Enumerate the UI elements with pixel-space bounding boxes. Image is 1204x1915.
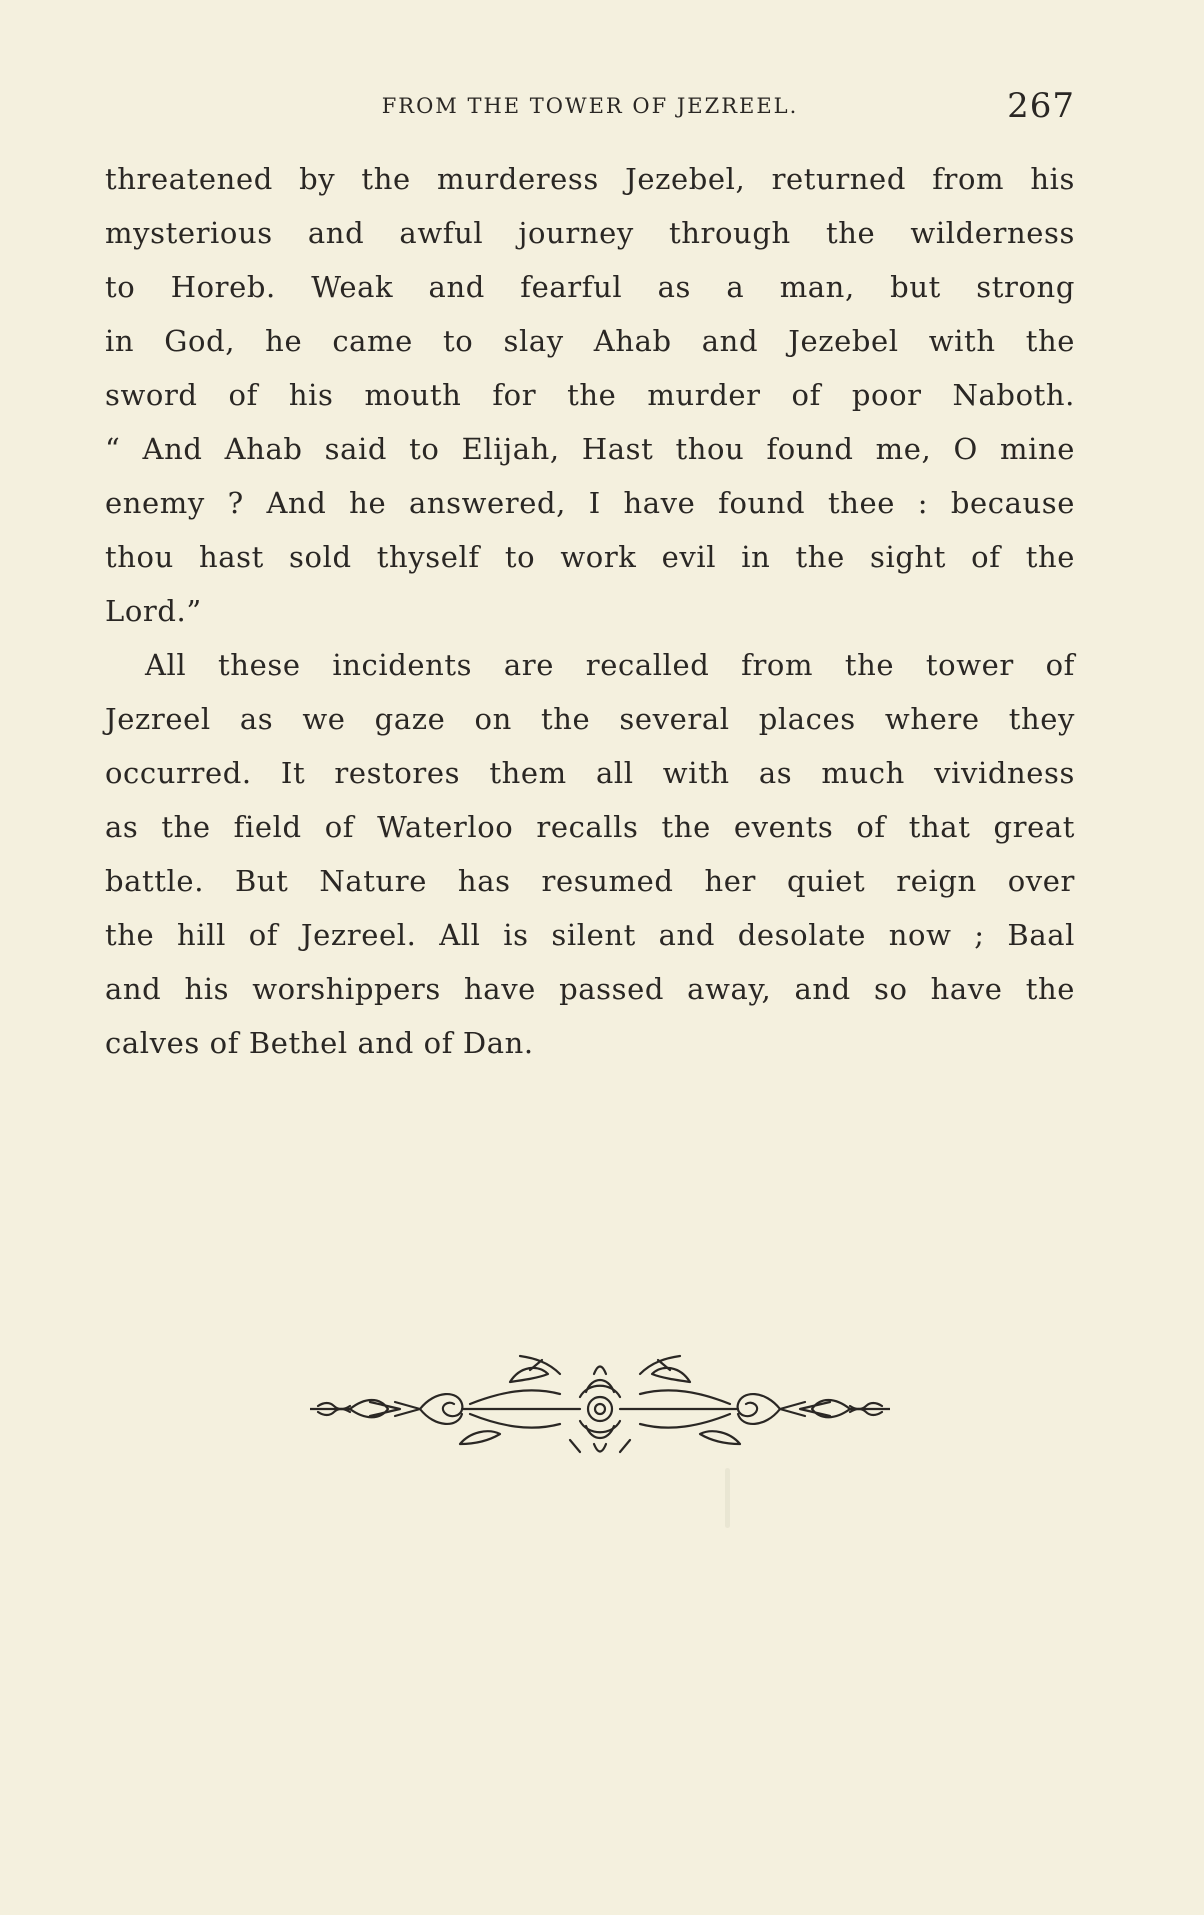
text-line: as the field of Waterloo recalls the events of that great [105, 810, 1075, 844]
text-line: in God, he came to slay Ahab and Jezebel with the [105, 324, 1075, 358]
text-line: sword of his mouth for the murder of poor Naboth. [105, 378, 1075, 412]
text-line: All these incidents are recalled from the tower of [145, 648, 1075, 682]
text-line: occurred. It restores them all with as much vividness [105, 756, 1075, 790]
text-line: threatened by the murderess Jezebel, returned from his [105, 162, 1075, 196]
paper-speck [725, 1468, 730, 1528]
running-head [105, 86, 1075, 130]
text-line: the hill of Jezreel. All is silent and desolate now ; Baal [105, 918, 1075, 952]
text-line: enemy ? And he answered, I have found thee : because [105, 486, 1075, 520]
text-line: Jezreel as we gaze on the several places where they [105, 702, 1075, 736]
text-line: Lord.” [105, 594, 202, 628]
body-text [105, 152, 1075, 1070]
text-line: to Horeb. Weak and fearful as a man, but strong [105, 270, 1075, 304]
text-line: thou hast sold thyself to work evil in the sight of the [105, 540, 1075, 574]
scroll-flourish-icon [310, 1352, 890, 1462]
paragraph-2 [105, 638, 1075, 1070]
running-title: FROM THE TOWER OF JEZREEL. [381, 94, 799, 118]
page-number: 267 [1007, 86, 1075, 126]
text-line: calves of Bethel and of Dan. [105, 1026, 534, 1060]
text-line: “ And Ahab said to Elijah, Hast thou found me, O mine [105, 432, 1075, 466]
text-line: mysterious and awful journey through the wilderness [105, 216, 1075, 250]
text-line: battle. But Nature has resumed her quiet reign over [105, 864, 1075, 898]
paragraph-1 [105, 152, 1075, 638]
text-line: and his worshippers have passed away, and so have the [105, 972, 1075, 1006]
